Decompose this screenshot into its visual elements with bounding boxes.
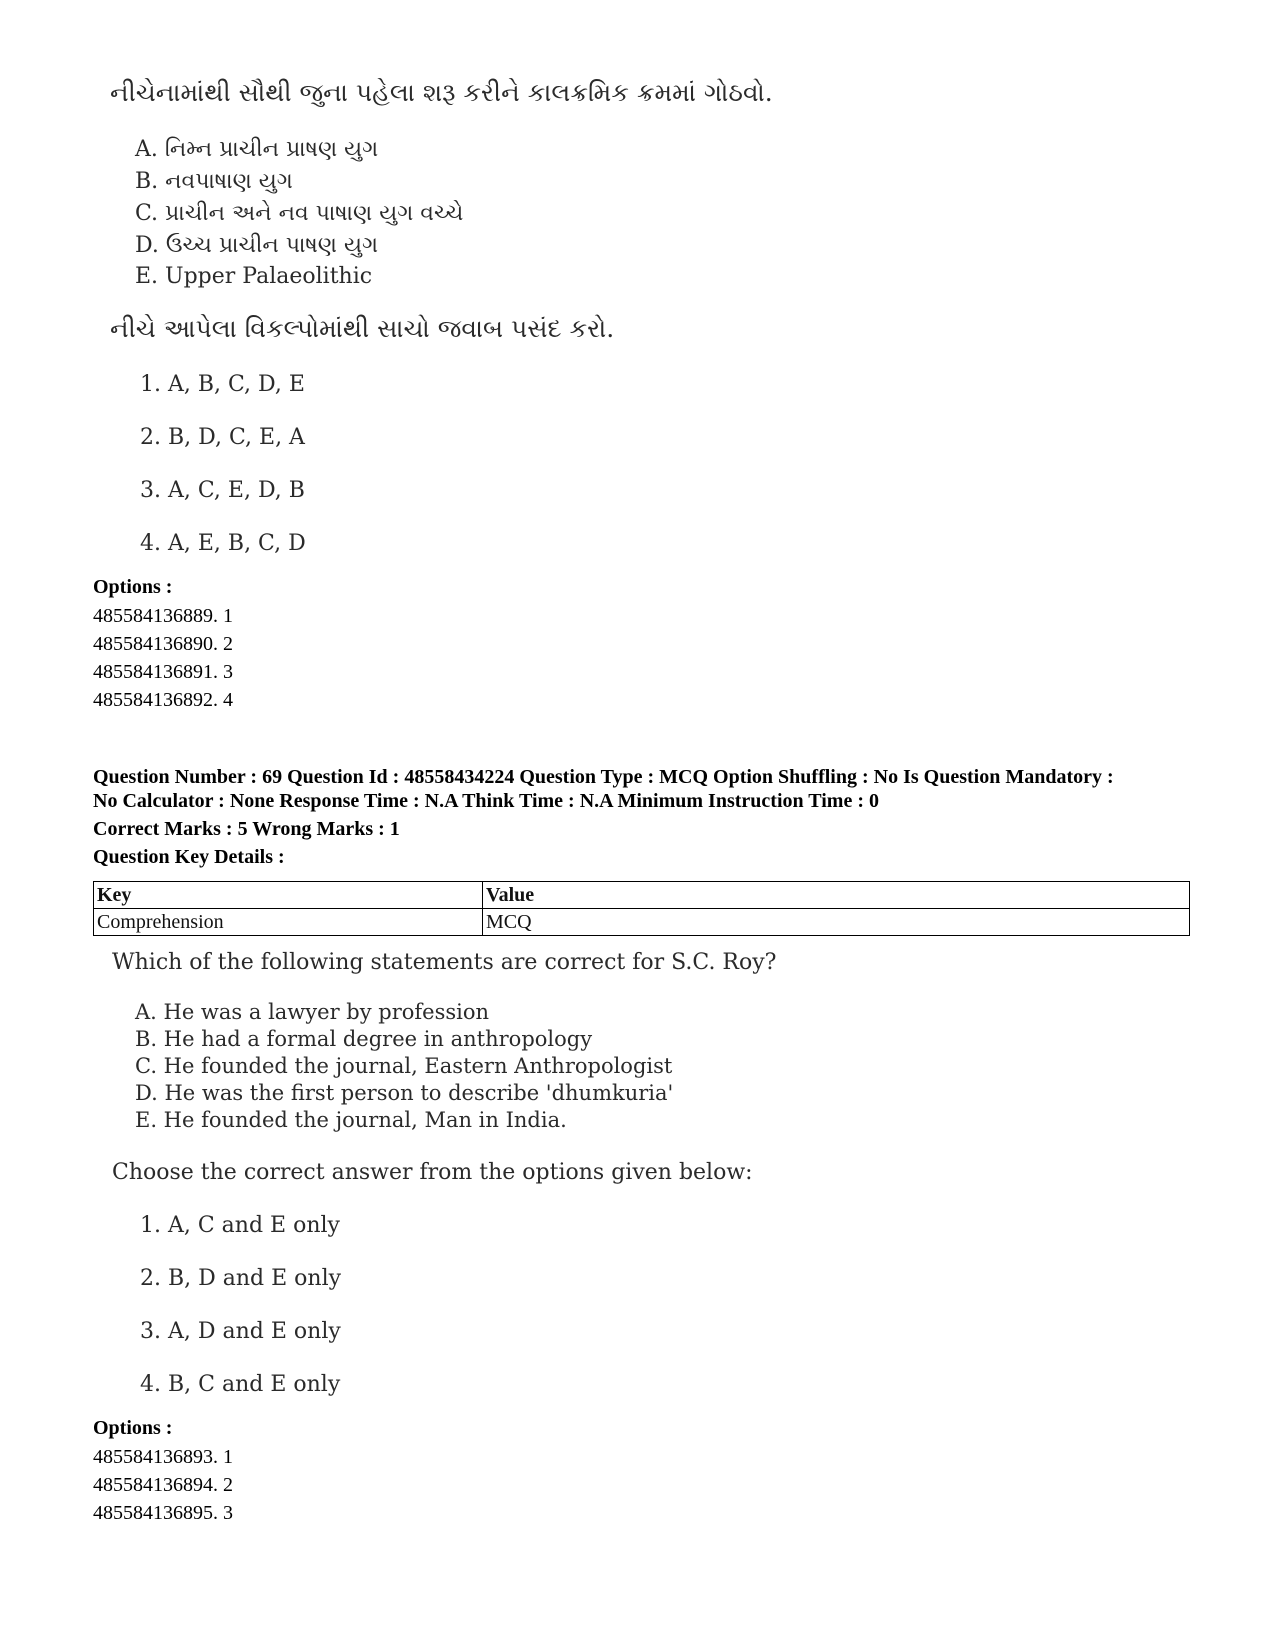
q69-item-e: E. He founded the journal, Man in India. [135,1108,567,1132]
key-table-row [94,909,1190,936]
q68-statement: નીચેનામાંથી સૌથી જુના પહેલા શરૂ કરીને કાલક્રમિક ક્રમમાં ગોઠવો. [110,78,773,107]
key-cell: Comprehension [94,909,483,936]
q68-option-2: 485584136890. 2 [93,633,233,655]
q69-option-2: 485584136894. 2 [93,1474,233,1496]
q68-options-label: Options : [93,576,173,598]
q69-item-d: D. He was the first person to describe 'dhumkuria' [135,1081,674,1105]
q68-option-1: 485584136889. 1 [93,605,233,627]
q69-option-3: 485584136895. 3 [93,1502,233,1524]
q68-item-b: B. નવપાષાણ યુગ [135,169,293,194]
q69-choose-instruction: Choose the correct answer from the options given below: [112,1160,753,1185]
q68-option-4: 485584136892. 4 [93,689,233,711]
q68-option-3: 485584136891. 3 [93,661,233,683]
q69-answer-1: 1. A, C and E only [140,1213,340,1238]
q68-item-d: D. ઉચ્ચ પ્રાચીન પાષણ યુગ [135,233,379,258]
q69-marks: Correct Marks : 5 Wrong Marks : 1 [93,818,400,840]
q69-option-1: 485584136893. 1 [93,1446,233,1468]
q68-answer-2: 2. B, D, C, E, A [140,425,305,450]
key-table-header-row [94,882,1190,909]
value-cell: MCQ [483,909,1190,936]
q69-item-c: C. He founded the journal, Eastern Anthropologist [135,1054,673,1078]
q69-answer-3: 3. A, D and E only [140,1319,341,1344]
q69-options-label: Options : [93,1417,173,1439]
q68-answer-4: 4. A, E, B, C, D [140,531,306,556]
key-header: Key [94,882,483,909]
q69-answer-4: 4. B, C and E only [140,1372,341,1397]
q69-statement: Which of the following statements are correct for S.C. Roy? [112,950,777,975]
q69-key-details-label: Question Key Details : [93,846,285,868]
question-key-table [93,881,1190,936]
q68-answer-1: 1. A, B, C, D, E [140,372,305,397]
q69-item-b: B. He had a formal degree in anthropology [135,1027,593,1051]
q69-answer-2: 2. B, D and E only [140,1266,342,1291]
q68-choose-instruction: નીચે આપેલા વિકલ્પોમાંથી સાચો જવાબ પસંદ કરો. [110,314,615,343]
q68-item-c: C. પ્રાચીન અને નવ પાષાણ યુગ વચ્ચે [135,201,464,226]
value-header: Value [483,882,1190,909]
q69-meta-line-2: No Calculator : None Response Time : N.A Think Time : N.A Minimum Instruction Time : 0 [93,790,879,812]
q69-item-a: A. He was a lawyer by profession [135,1000,490,1024]
q68-item-e: E. Upper Palaeolithic [135,264,373,289]
q69-meta-line-1: Question Number : 69 Question Id : 48558434224 Question Type : MCQ Option Shuffling : No Is Question Mandatory : [93,766,1114,788]
q68-answer-3: 3. A, C, E, D, B [140,478,305,503]
q68-item-a: A. નિમ્ન પ્રાચીન પ્રાષણ યુગ [135,137,379,162]
